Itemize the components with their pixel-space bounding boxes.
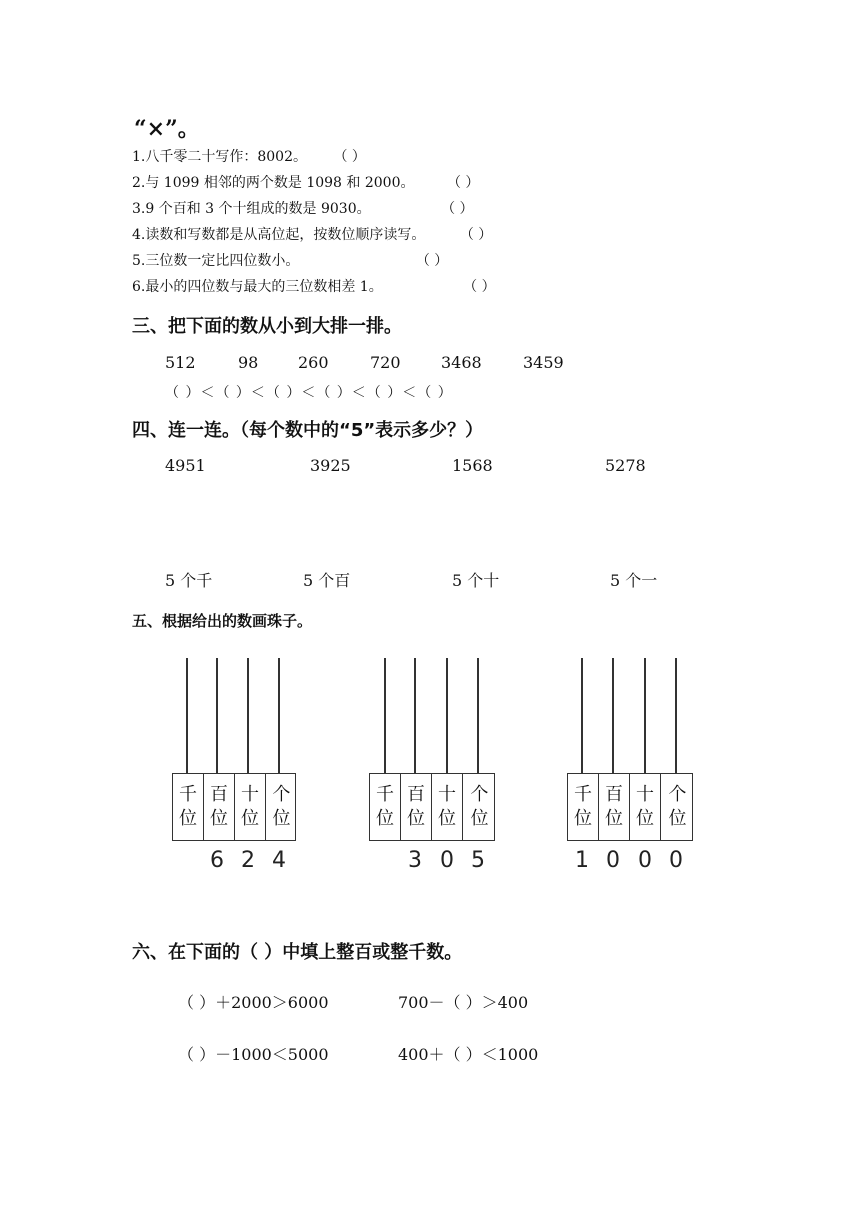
order-number: 3459 bbox=[523, 353, 564, 372]
place-label-tens: 十 位 bbox=[235, 774, 266, 840]
abacus-digit: 6 bbox=[210, 848, 224, 873]
place-value-box bbox=[172, 773, 296, 841]
abacus-rod[interactable] bbox=[247, 658, 249, 774]
match-number[interactable]: 1568 bbox=[452, 456, 493, 475]
inequality-item[interactable]: 400＋（ ）＜1000 bbox=[398, 1045, 539, 1064]
match-meaning[interactable]: 5 个百 bbox=[303, 571, 351, 590]
match-number[interactable]: 4951 bbox=[165, 456, 206, 475]
place-label-hundreds: 百 位 bbox=[599, 774, 630, 840]
judge-item-text: 5.三位数一定比四位数小。 bbox=[132, 253, 300, 269]
place-label-ones: 个 位 bbox=[668, 784, 687, 829]
abacus-rod[interactable] bbox=[216, 658, 218, 774]
section-3-title: 三、把下面的数从小到大排一排。 bbox=[132, 316, 402, 337]
abacus-digit: 3 bbox=[408, 848, 422, 873]
judge-item-6 bbox=[132, 276, 496, 296]
judge-item-4 bbox=[132, 224, 492, 244]
match-meaning[interactable]: 5 个十 bbox=[452, 571, 500, 590]
abacus-digit: 0 bbox=[440, 848, 454, 873]
answer-paren[interactable]: （ ） bbox=[441, 201, 474, 217]
abacus-digit: 0 bbox=[638, 848, 652, 873]
answer-paren[interactable]: （ ） bbox=[459, 227, 493, 243]
judge-item-1 bbox=[132, 146, 366, 166]
abacus-digit: 0 bbox=[669, 848, 683, 873]
abacus-digit: 2 bbox=[241, 848, 255, 873]
place-value-box bbox=[567, 773, 693, 841]
place-label-hundreds: 百 位 bbox=[401, 774, 432, 840]
place-label-thousands: 千 位 bbox=[370, 774, 401, 840]
match-number[interactable]: 3925 bbox=[310, 456, 351, 475]
order-number: 3468 bbox=[441, 353, 482, 372]
match-meaning[interactable]: 5 个千 bbox=[165, 571, 213, 590]
judge-item-text: 2.与 1099 相邻的两个数是 1098 和 2000。 bbox=[132, 175, 415, 191]
judge-header: “×”。 bbox=[134, 116, 200, 142]
answer-paren[interactable]: （ ） bbox=[463, 279, 496, 295]
abacus-rod[interactable] bbox=[278, 658, 280, 774]
answer-paren[interactable]: （ ） bbox=[333, 149, 366, 165]
judge-item-text: 4.读数和写数都是从高位起，按数位顺序读写。 bbox=[132, 227, 426, 243]
abacus-rod[interactable] bbox=[446, 658, 448, 774]
inequality-item[interactable]: 700－（ ）＞400 bbox=[398, 993, 529, 1012]
place-label-tens: 十 位 bbox=[630, 774, 661, 840]
abacus-rod[interactable] bbox=[477, 658, 479, 774]
match-number[interactable]: 5278 bbox=[605, 456, 646, 475]
abacus-digit: 1 bbox=[575, 848, 589, 873]
judge-item-2 bbox=[132, 172, 479, 192]
answer-paren[interactable]: （ ） bbox=[415, 253, 449, 269]
order-number: 720 bbox=[370, 353, 401, 372]
place-label-hundreds: 百 位 bbox=[204, 774, 235, 840]
order-number: 512 bbox=[165, 353, 196, 372]
place-label-tens: 十 位 bbox=[432, 774, 463, 840]
abacus-rod[interactable] bbox=[675, 658, 677, 774]
abacus-rod[interactable] bbox=[186, 658, 188, 774]
order-number: 98 bbox=[238, 353, 259, 372]
answer-paren[interactable]: （ ） bbox=[446, 175, 480, 191]
judge-item-text: 6.最小的四位数与最大的三位数相差 1。 bbox=[132, 279, 383, 295]
inequality-item[interactable]: （ ）－1000＜5000 bbox=[178, 1045, 329, 1064]
order-number: 260 bbox=[298, 353, 329, 372]
abacus-digit: 0 bbox=[606, 848, 620, 873]
abacus-rod[interactable] bbox=[384, 658, 386, 774]
abacus-digit: 4 bbox=[272, 848, 286, 873]
place-label-thousands: 千 位 bbox=[568, 774, 599, 840]
judge-item-text: 3.9 个百和 3 个十组成的数是 9030。 bbox=[132, 201, 371, 217]
place-value-box bbox=[369, 773, 495, 841]
judge-item-5 bbox=[132, 250, 448, 270]
place-label-ones: 个 位 bbox=[272, 784, 291, 829]
section-5-title: 五、根据给出的数画珠子。 bbox=[132, 612, 313, 630]
inequality-item[interactable]: （ ）＋2000＞6000 bbox=[178, 993, 329, 1012]
abacus-rod[interactable] bbox=[414, 658, 416, 774]
judge-item-text: 1.八千零二十写作：8002。 bbox=[132, 149, 307, 165]
place-label-ones: 个 位 bbox=[470, 784, 489, 829]
place-label-thousands: 千 位 bbox=[173, 774, 204, 840]
judge-item-3 bbox=[132, 198, 474, 218]
abacus-rod[interactable] bbox=[644, 658, 646, 774]
abacus-rod[interactable] bbox=[612, 658, 614, 774]
section-4-title: 四、连一连。（每个数中的“5”表示多少？） bbox=[132, 420, 484, 441]
match-meaning[interactable]: 5 个一 bbox=[610, 571, 658, 590]
order-answer-line[interactable]: （ ）＜（ ）＜（ ）＜（ ）＜（ ）＜（ ） bbox=[165, 385, 453, 401]
abacus-rod[interactable] bbox=[581, 658, 583, 774]
abacus-digit: 5 bbox=[471, 848, 485, 873]
section-6-title: 六、在下面的（ ）中填上整百或整千数。 bbox=[132, 942, 463, 963]
